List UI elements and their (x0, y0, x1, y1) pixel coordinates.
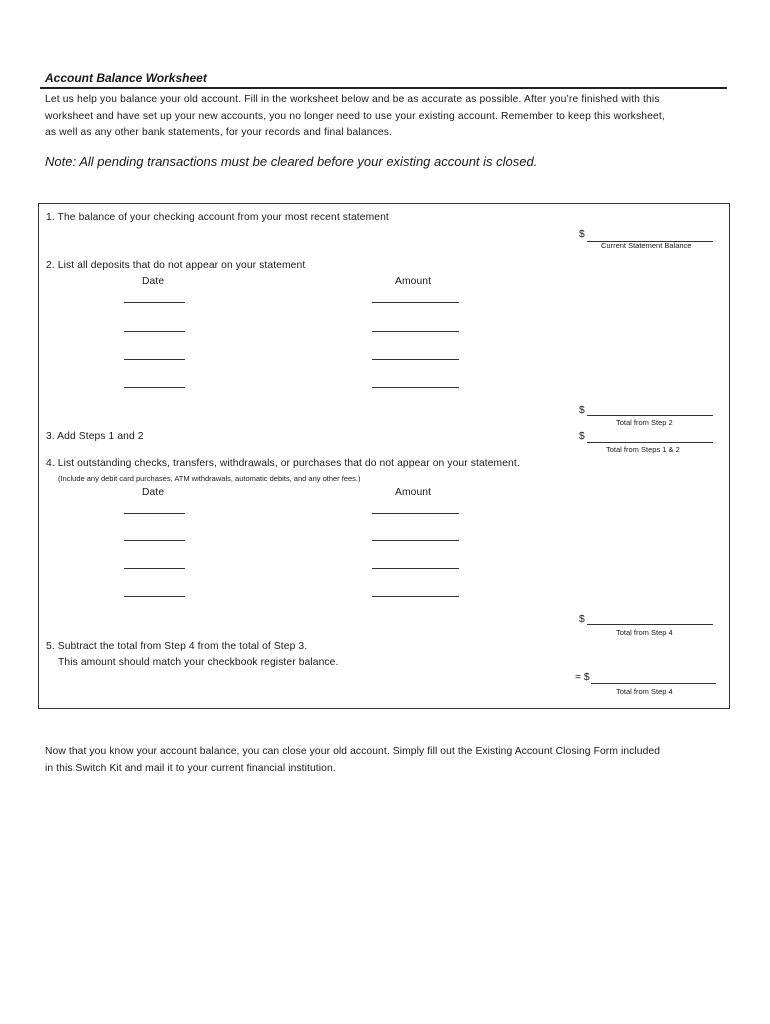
total-step4-field[interactable] (587, 624, 713, 625)
step3-dollar: $ (579, 431, 585, 442)
deposit-amount-field[interactable] (372, 331, 459, 332)
deposit-amount-field[interactable] (372, 387, 459, 388)
intro-line: Let us help you balance your old account. Fill in the worksheet below and be as accurate as possible. After you’re finished with this (45, 94, 660, 105)
title-rule (40, 87, 727, 89)
closing-line: in this Switch Kit and mail it to your current financial institution. (45, 763, 336, 774)
closing-line: Now that you know your account balance, you can close your old account. Simply fill out the Existing Account Closing Form included (45, 746, 661, 757)
step4-amount-header: Amount (395, 487, 432, 498)
step1-text: 1. The balance of your checking account from your most recent statement (46, 212, 389, 223)
deposit-amount-field[interactable] (372, 359, 459, 360)
step4-text: 4. List outstanding checks, transfers, withdrawals, or purchases that do not appear on your statement. (46, 458, 520, 469)
deposit-date-field[interactable] (124, 359, 185, 360)
step3-text: 3. Add Steps 1 and 2 (46, 431, 144, 442)
step4-date-header: Date (142, 487, 165, 498)
step4-subtext: (Include any debit card purchases, ATM withdrawals, automatic debits, and any other fees.) (58, 474, 361, 483)
step5-dollar: = $ (575, 672, 590, 683)
closing-paragraph (45, 743, 735, 777)
outstanding-amount-field[interactable] (372, 568, 459, 569)
final-balance-field[interactable] (591, 683, 716, 684)
outstanding-date-field[interactable] (124, 596, 185, 597)
step3-caption: Total from Steps 1 & 2 (606, 445, 680, 454)
deposit-amount-field[interactable] (372, 302, 459, 303)
outstanding-date-field[interactable] (124, 513, 185, 514)
outstanding-amount-field[interactable] (372, 513, 459, 514)
total-step2-field[interactable] (587, 415, 713, 416)
step5-text: 5. Subtract the total from Step 4 from the total of Step 3. (46, 641, 308, 652)
page-title: Account Balance Worksheet (45, 71, 207, 85)
step2-date-header: Date (142, 276, 165, 287)
step4-dollar: $ (579, 614, 585, 625)
step1-caption: Current Statement Balance (601, 241, 692, 250)
intro-line: worksheet and have set up your new accounts, you no longer need to use your existing account. Remember to keep this worksheet, (45, 110, 665, 122)
step1-dollar: $ (579, 229, 585, 240)
pending-note: Note: All pending transactions must be cleared before your existing account is closed. (45, 154, 538, 169)
step2-dollar: $ (579, 405, 585, 416)
intro-line: as well as any other bank statements, for your records and final balances. (45, 127, 393, 138)
deposit-date-field[interactable] (124, 302, 185, 303)
outstanding-amount-field[interactable] (372, 596, 459, 597)
step2-amount-header: Amount (395, 276, 432, 287)
deposit-date-field[interactable] (124, 331, 185, 332)
step2-caption: Total from Step 2 (616, 418, 673, 427)
outstanding-amount-field[interactable] (372, 540, 459, 541)
outstanding-date-field[interactable] (124, 568, 185, 569)
step2-text: 2. List all deposits that do not appear on your statement (46, 260, 306, 271)
step4-caption: Total from Step 4 (616, 628, 673, 637)
step5-subtext: This amount should match your checkbook register balance. (58, 657, 339, 668)
outstanding-date-field[interactable] (124, 540, 185, 541)
total-steps1-2-field[interactable] (587, 442, 713, 443)
intro-paragraph (45, 92, 735, 142)
worksheet-box (38, 203, 730, 709)
step5-caption: Total from Step 4 (616, 687, 673, 696)
deposit-date-field[interactable] (124, 387, 185, 388)
